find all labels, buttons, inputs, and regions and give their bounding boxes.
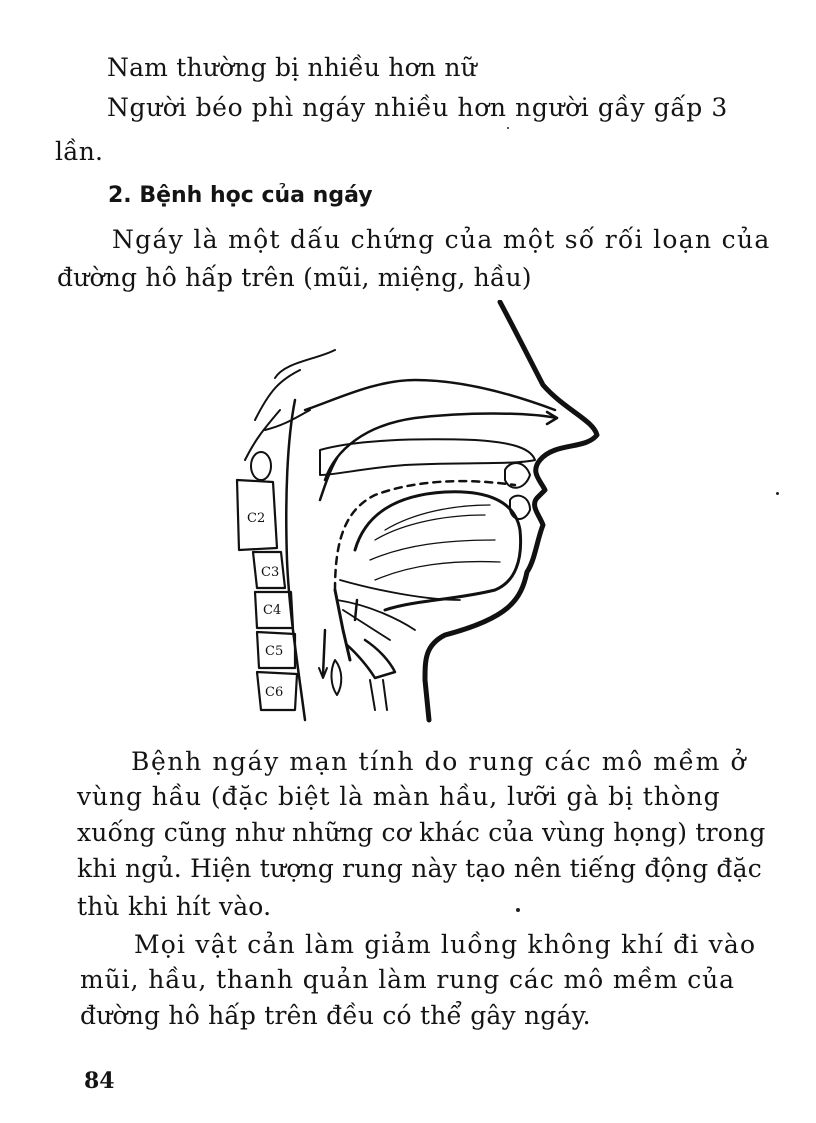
scan-speck (516, 908, 520, 912)
page-number: 84 (84, 1068, 115, 1094)
paragraph-line: mũi, hầu, thanh quản làm rung các mô mềm của (80, 965, 735, 994)
vertebra-label: C4 (263, 603, 282, 618)
paragraph-line: thù khi hít vào. (77, 892, 272, 921)
vertebra-label: C6 (265, 685, 284, 700)
paragraph-line: vùng hầu (đặc biệt là màn hầu, lưỡi gà bị thòng (77, 782, 721, 811)
vertebra-label: C2 (247, 511, 266, 526)
vertebra-label: C5 (265, 644, 284, 659)
paragraph-line: xuống cũng như những cơ khác của vùng họng) trong (77, 818, 766, 847)
paragraph-line: đường hô hấp trên (mũi, miệng, hầu) (57, 263, 532, 292)
paragraph-line: lần. (55, 137, 104, 166)
paragraph-line: Nam thường bị nhiều hơn nữ (107, 53, 477, 82)
scan-speck (507, 127, 509, 129)
paragraph-line: Ngáy là một dấu chứng của một số rối loạn của (112, 225, 771, 254)
paragraph-line: Người béo phì ngáy nhiều hơn người gầy gấp 3 (107, 93, 728, 122)
airway-anatomy-figure (225, 300, 615, 730)
scan-speck (776, 492, 779, 495)
paragraph-line: Mọi vật cản làm giảm luồng không khí đi vào (134, 930, 757, 959)
paragraph-line: khi ngủ. Hiện tượng rung này tạo nên tiếng động đặc (77, 854, 762, 883)
paragraph-line: Bệnh ngáy mạn tính do rung các mô mềm ở (131, 747, 748, 776)
paragraph-line: đường hô hấp trên đều có thể gây ngáy. (80, 1001, 591, 1030)
section-heading: 2. Bệnh học của ngáy (108, 183, 373, 208)
vertebra-label: C3 (261, 565, 280, 580)
